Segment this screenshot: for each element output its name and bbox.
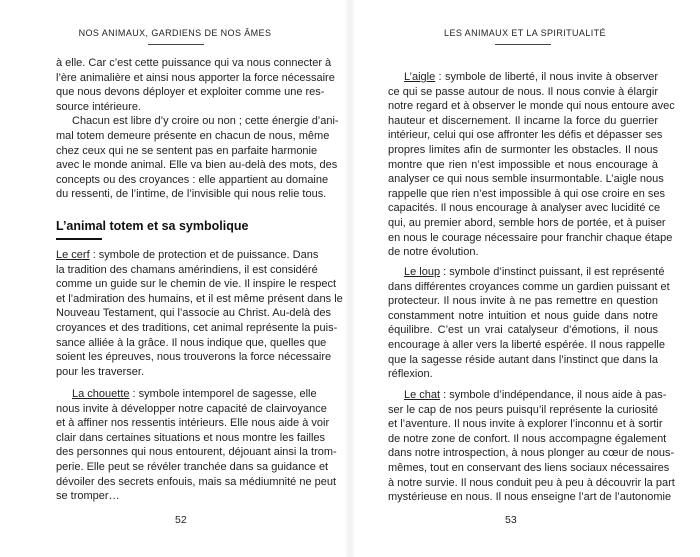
term-cerf: Le cerf <box>56 249 90 261</box>
text-line: qui, au premier abord, semble hors de portée, et à puiser <box>388 216 666 229</box>
text-line: mal totem demeure présente en chacun de nous, même <box>56 129 330 142</box>
right-head-rule <box>495 44 551 45</box>
cerf-paragraph <box>56 248 343 379</box>
term-chat: Le chat <box>404 389 441 401</box>
term-chouette: La chouette <box>72 388 130 400</box>
text-line: propres limites afin de surmonter les obstacles. Il nous <box>388 143 658 156</box>
chat-paragraph <box>388 388 675 505</box>
text-line: constamment notre intuition et nous guide dans notre <box>388 309 658 322</box>
text-line: et à affiner nos ressentis intérieurs. Elle nous aide à voir <box>56 417 330 430</box>
right-running-head: LES ANIMAUX ET LA SPIRITUALITÉ <box>444 28 606 38</box>
text-line: encourage à aller vers la liberté espérée. Il nous rappelle <box>388 338 665 351</box>
text-line: hauteur et discernement. Il incarne la force du guerrier <box>388 114 658 127</box>
text-line: montre que rien n’est impossible et nous encourage à <box>388 158 658 171</box>
text-line: ce qui se passe autour de nous. Il nous convie à élargir <box>388 85 658 98</box>
left-intro-text <box>56 56 339 202</box>
text-line: Le cerf : symbole de protection et de puissance. Dans <box>56 249 319 261</box>
text-line: dévoiler des secrets enfouis, mais sa médiumnité ne peut <box>56 475 337 488</box>
text-line: comme un guide sur le chemin de vie. Il inspire le respect <box>56 278 337 291</box>
text-line: source intérieure. <box>56 100 141 113</box>
text-line: dans différentes croyances comme un gardien puissant et <box>388 280 670 293</box>
term-aigle: L’aigle <box>404 71 436 83</box>
right-page-number: 53 <box>505 514 517 526</box>
text-line: que la sagesse réside autant dans l’instinct que dans la <box>388 353 658 366</box>
left-page-number: 52 <box>175 514 187 526</box>
section-heading: L’animal totem et sa symbolique <box>56 219 249 233</box>
text-line: se tromper… <box>56 490 120 503</box>
text-line: avec le monde animal. Elle va bien au-delà des mots, des <box>56 159 338 172</box>
text-line: et l’admiration des humains, et il est même présent dans le <box>56 292 343 305</box>
text-line: soient les épreuves, nous trouverons la force nécessaire <box>56 351 332 364</box>
text-line: de notre zone de confort. Il nous accompagne également <box>388 432 667 445</box>
text-line: la tradition des chamans amérindiens, il est considéré <box>56 263 318 276</box>
text-line: perie. Elle peut se révéler tranchée dans sa guidance et <box>56 460 329 473</box>
text-line: croyances et des traditions, cet animal représente la puis- <box>56 321 338 334</box>
text-line: et l’aventure. Il nous invite à explorer l’inconnu et à sortir <box>388 418 663 431</box>
left-running-head: NOS ANIMAUX, GARDIENS DE NOS ÂMES <box>78 28 272 38</box>
text-line: L’aigle : symbole de liberté, il nous invite à observer <box>404 71 658 83</box>
text-line: pour les traverser. <box>56 365 145 378</box>
text-line: que nous devons déployer et exploiter comme une res- <box>56 86 325 99</box>
aigle-paragraph <box>388 70 675 260</box>
text-line: protecteur. Il nous invite à ne pas remettre en question <box>388 295 658 308</box>
text-line: sance alliée à la grâce. Il nous indique que, quelles que <box>56 336 327 349</box>
chouette-paragraph <box>56 387 337 504</box>
text-line: à elle. Car c’est cette puissance qui va nous connecter à <box>56 57 332 69</box>
text-line: chez ceux qui ne se sentent pas en parfaite harmonie <box>56 144 318 157</box>
text-line: capacités. Il nous encourage à analyser avec lucidité ce <box>388 202 661 215</box>
text-line: clair dans certaines situations et nous montre les failles <box>56 431 326 444</box>
text-line: l’ère animalière et ainsi nous apporter la force nécessaire <box>56 71 335 84</box>
text-line: à notre survie. Il nous conduit peu à peu à découvrir la part <box>388 476 675 489</box>
text-line: de notre évolution. <box>388 246 479 259</box>
text-line: en nous le courage nécessaire pour franchir chaque étape <box>388 231 673 244</box>
text-line: analyser ce qui nous semble insurmontable. L’aigle nous <box>388 173 664 186</box>
text-line: mêmes, tout en conservant des liens sociaux nécessaires <box>388 461 670 474</box>
text-line: réflexion. <box>388 368 433 381</box>
text-line: notre regard et à observer le monde qui nous entoure avec <box>388 100 675 113</box>
text-line: nous invite à développer notre capacité de clairvoyance <box>56 402 327 415</box>
left-head-rule <box>148 44 204 45</box>
term-loup: Le loup <box>404 266 441 278</box>
text-line: intérieur, celui qui ose affronter les défis et dépasser ses <box>388 129 663 142</box>
loup-paragraph <box>388 265 670 382</box>
right-page <box>350 0 700 557</box>
text-line: Le loup : symbole d’instinct puissant, il est représenté <box>404 266 665 278</box>
text-line: Nouveau Testament, qui l’associe au Christ. Au-delà des <box>56 307 331 320</box>
text-line: ser le cap de nos peurs puisqu’il représente la curiosité <box>388 403 658 416</box>
text-line: Le chat : symbole d’indépendance, il nous aide à pas- <box>404 389 667 401</box>
text-line: concepts ou des croyances : elle appartient au domaine <box>56 173 329 186</box>
text-line: rappelle que rien n’est impossible à qui ose croire en ses <box>388 187 665 200</box>
section-heading-rule <box>56 238 102 240</box>
text-line: mystérieuse en nous. Il nous enseigne l’art de l’autonomie <box>388 491 672 504</box>
text-line: La chouette : symbole intemporel de sagesse, elle <box>72 388 317 400</box>
text-line: équilibre. C’est un vrai catalyseur d’émotions, il nous <box>388 324 658 337</box>
text-line: du ressenti, de l’intime, de l’invisible qui nous relie tous. <box>56 188 327 201</box>
text-line: dans notre introspection, à nous plonger au cœur de nous- <box>388 447 675 460</box>
text-line: des personnes qui nous entourent, déjouant ainsi la trom- <box>56 446 337 459</box>
text-line: Chacun est libre d’y croire ou non ; cette énergie d’ani- <box>72 115 339 128</box>
